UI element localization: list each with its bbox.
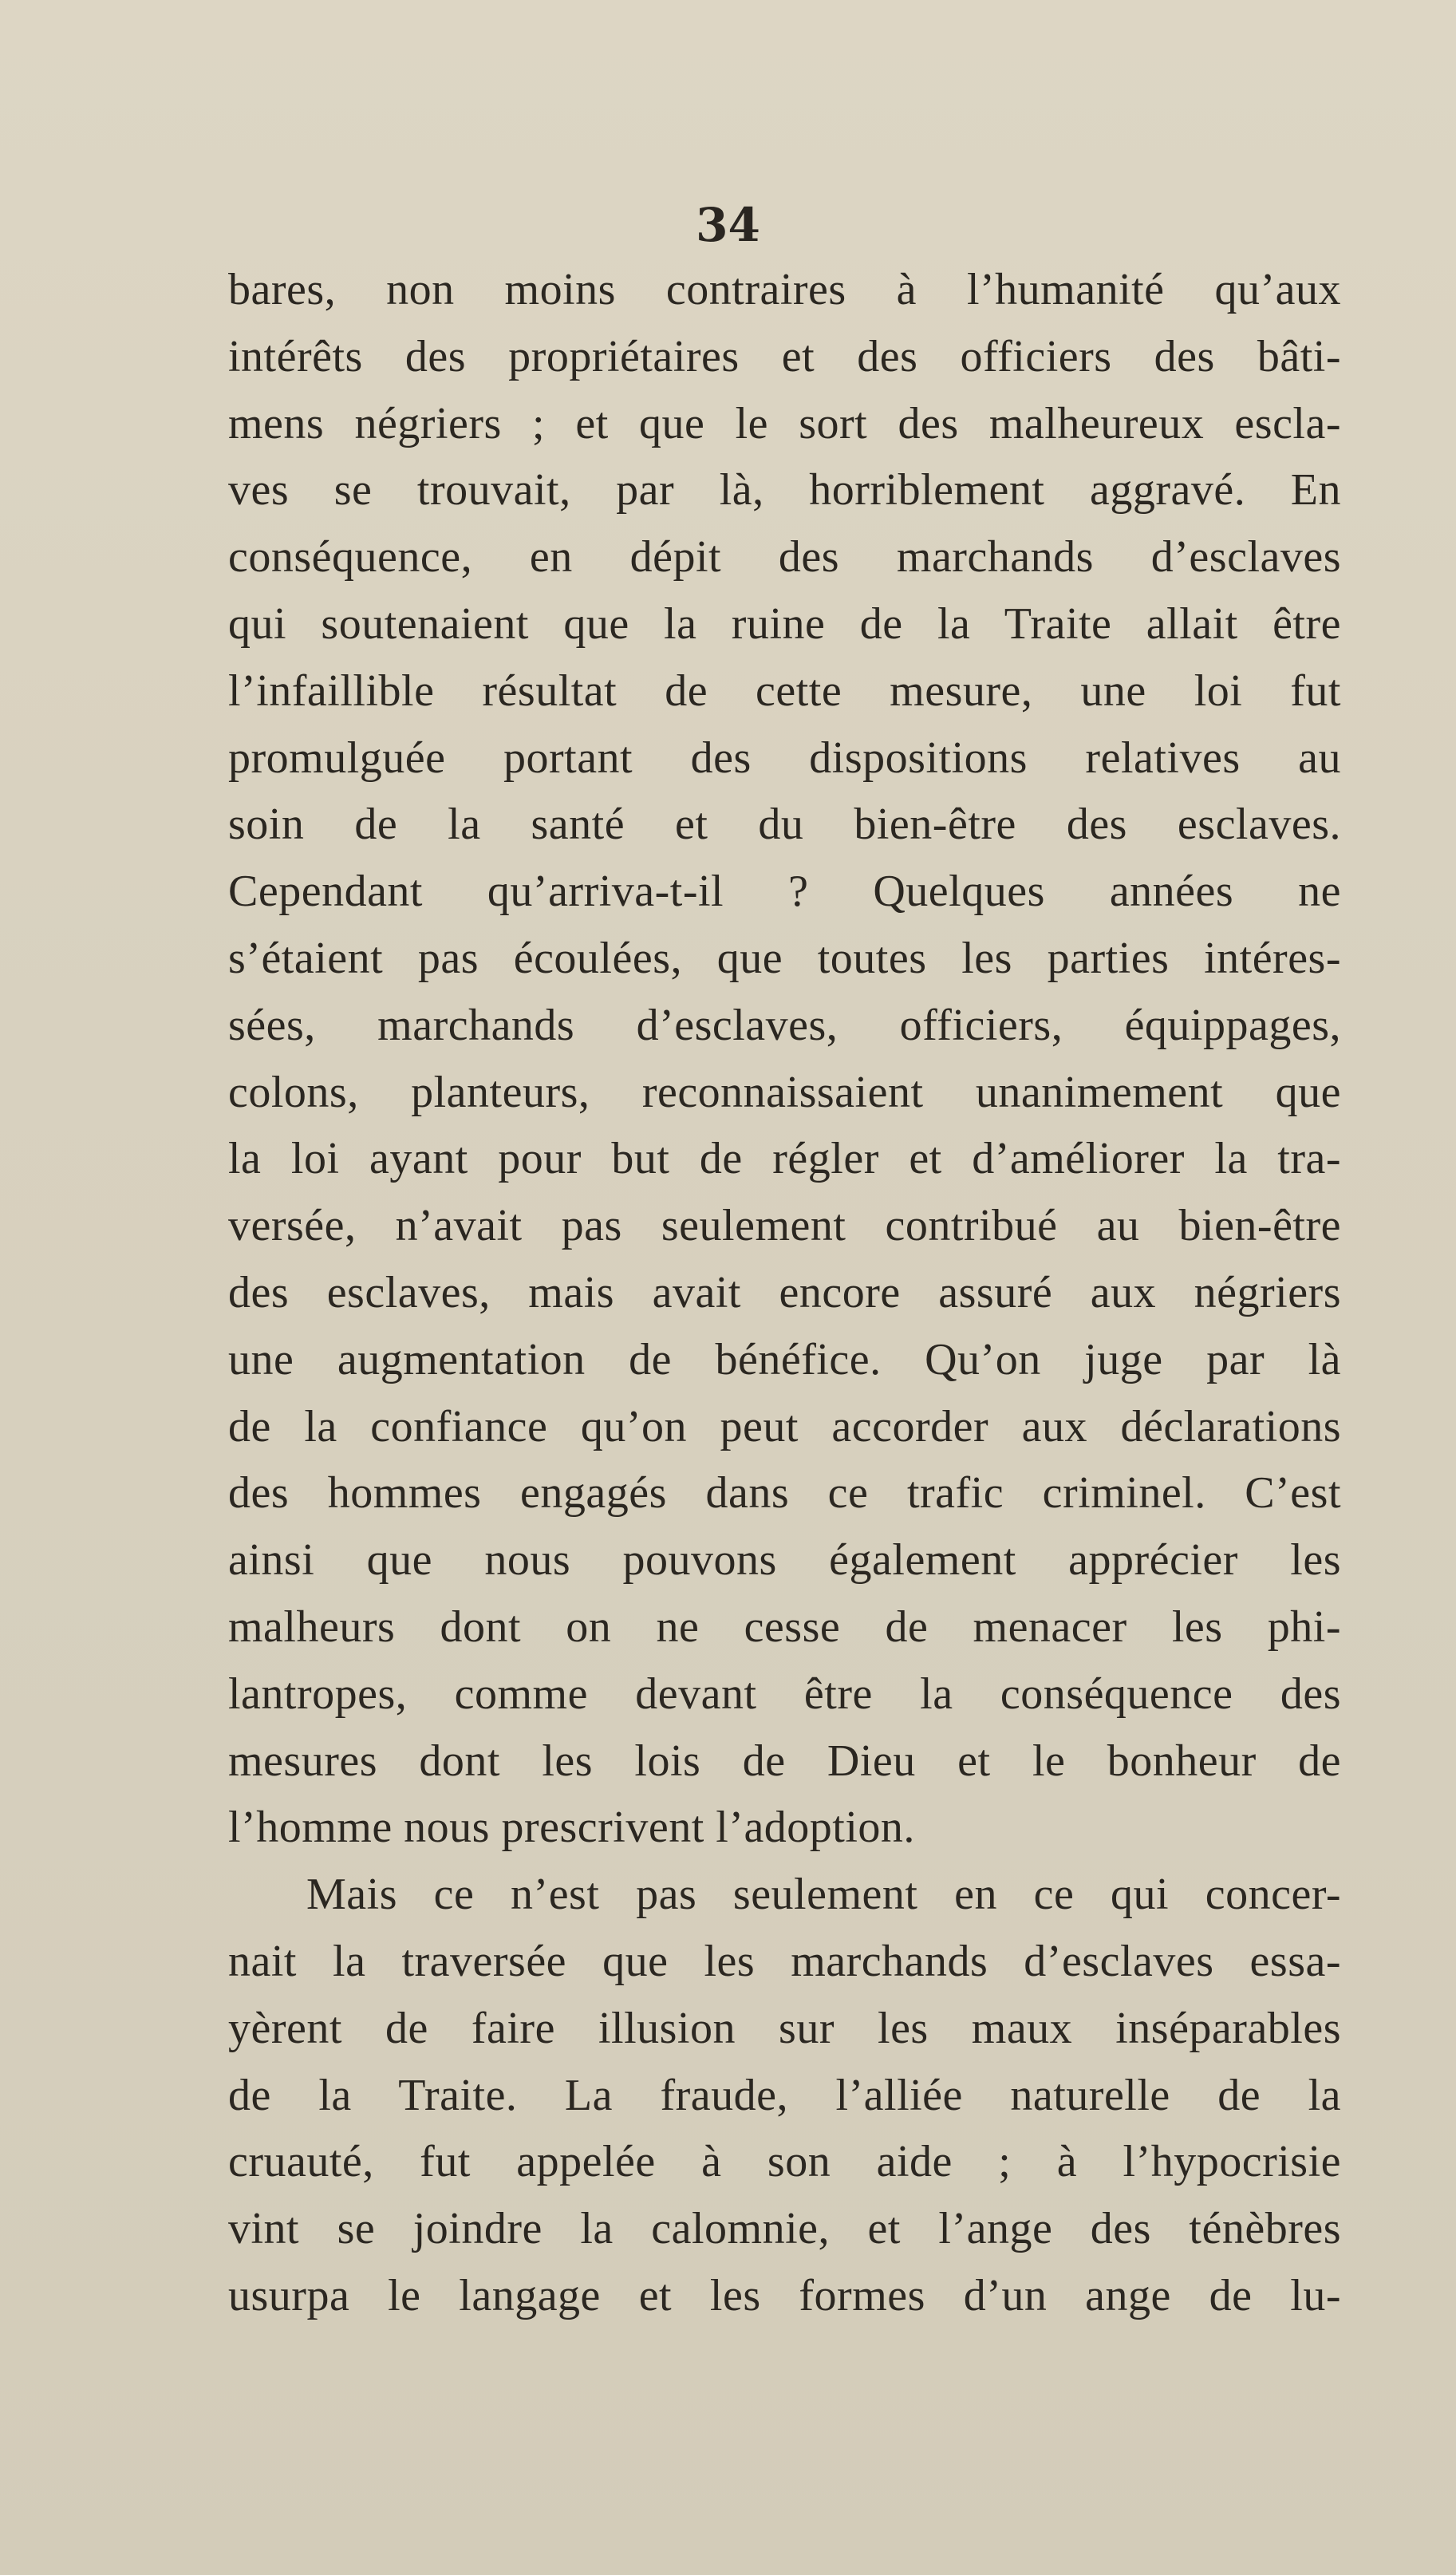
text-line: de la Traite. La fraude, l’alliée naturelle de la (228, 2070, 1341, 2120)
text-line: des esclaves, mais avait encore assuré aux négriers (228, 1267, 1341, 1317)
text-line: colons, planteurs, reconnaissaient unanimement que (228, 1067, 1341, 1117)
text-line: mens négriers ; et que le sort des malheureux escla- (228, 398, 1341, 448)
paragraph-last-line: l’homme nous prescrivent l’adoption. (228, 1803, 915, 1853)
text-line: une augmentation de bénéfice. Qu’on juge par là (228, 1334, 1341, 1384)
text-line: conséquence, en dépit des marchands d’esclaves (228, 532, 1341, 583)
text-line: nait la traversée que les marchands d’esclaves essa- (228, 1936, 1341, 1986)
text-line: s’étaient pas écoulées, que toutes les parties intéres- (228, 933, 1341, 983)
text-line: vint se joindre la calomnie, et l’ange des ténèbres (228, 2204, 1341, 2254)
page-number: 34 (696, 198, 760, 252)
body-text (228, 257, 1341, 2330)
text-line: de la confiance qu’on peut accorder aux déclarations (228, 1401, 1341, 1451)
text-line: yèrent de faire illusion sur les maux inséparables (228, 2003, 1341, 2053)
text-line: cruauté, fut appelée à son aide ; à l’hypocrisie (228, 2137, 1341, 2187)
text-line: intérêts des propriétaires et des officiers des bâti- (228, 331, 1341, 381)
text-line: ves se trouvait, par là, horriblement aggravé. En (228, 465, 1341, 515)
text-line: soin de la santé et du bien-être des esclaves. (228, 800, 1341, 850)
paragraph-first-line: Mais ce n’est pas seulement en ce qui concer- (306, 1870, 1341, 1920)
text-line: la loi ayant pour but de régler et d’améliorer la tra- (228, 1134, 1341, 1184)
text-line: lantropes, comme devant être la conséquence des (228, 1669, 1341, 1719)
text-line: malheurs dont on ne cesse de menacer les phi- (228, 1601, 1341, 1652)
text-line: sées, marchands d’esclaves, officiers, équippages, (228, 1000, 1341, 1050)
text-line: promulguée portant des dispositions relatives au (228, 733, 1341, 783)
text-line: mesures dont les lois de Dieu et le bonheur de (228, 1736, 1341, 1786)
text-line: Cependant qu’arriva-t-il ? Quelques années ne (228, 867, 1341, 917)
text-line: qui soutenaient que la ruine de la Traite allait être (228, 598, 1341, 649)
text-line: versée, n’avait pas seulement contribué au bien-être (228, 1201, 1341, 1251)
text-line: l’infaillible résultat de cette mesure, une loi fut (228, 665, 1341, 716)
text-line: des hommes engagés dans ce trafic criminel. C’est (228, 1468, 1341, 1519)
text-line: usurpa le langage et les formes d’un ange de lu- (228, 2270, 1341, 2320)
text-line: bares, non moins contraires à l’humanité qu’aux (228, 265, 1341, 314)
text-line: ainsi que nous pouvons également apprécier les (228, 1535, 1341, 1586)
